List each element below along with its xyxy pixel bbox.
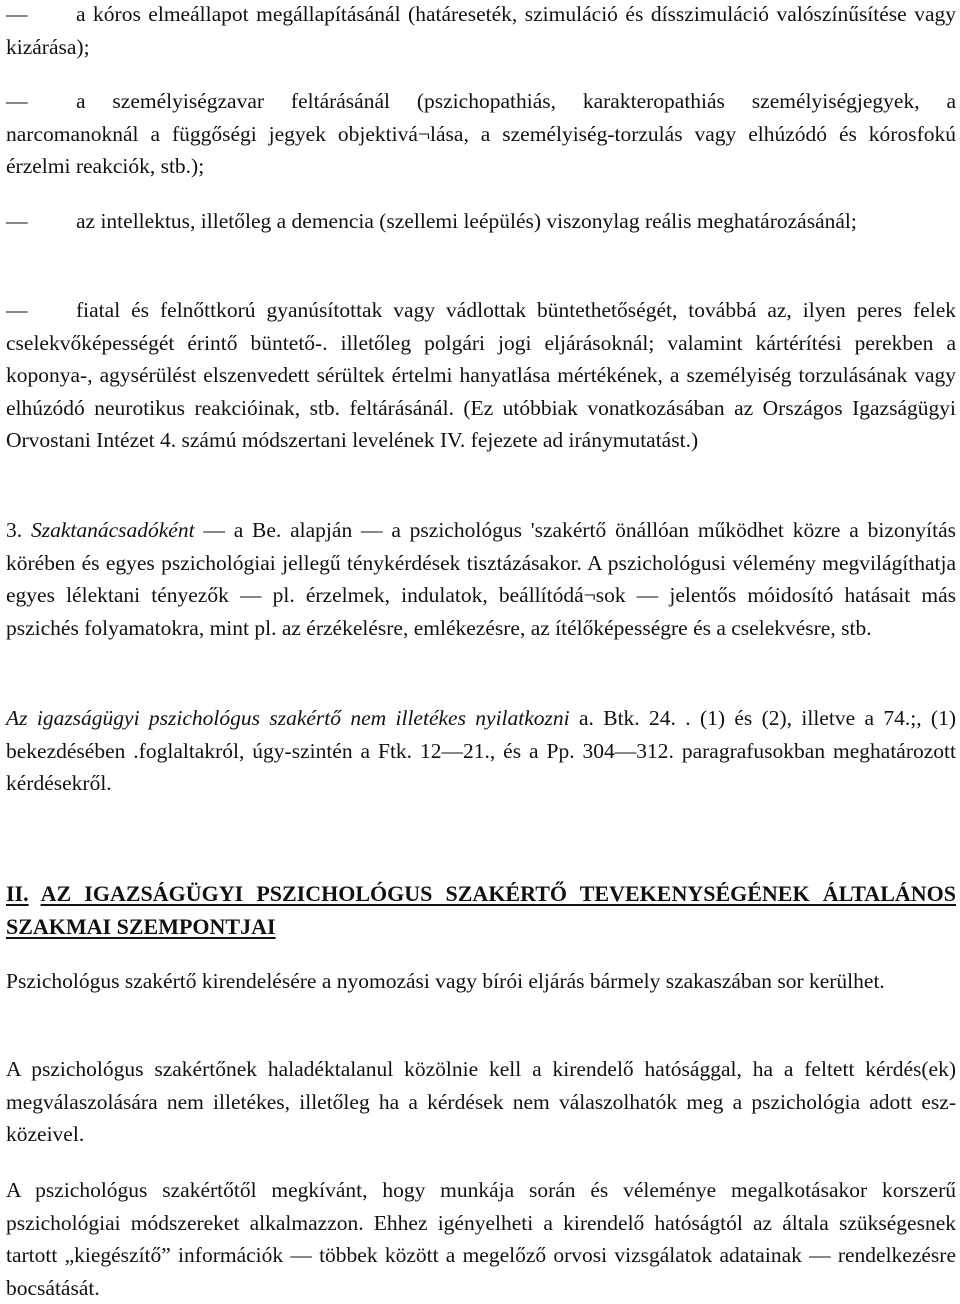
- section-3-paragraph: [6, 514, 956, 644]
- heading-number: II.: [6, 881, 29, 906]
- bullet-text: a személyiségzavar feltárásánál (pszichopathiás, karakteropathiás személyiségjegyek, a narcomanoknál a függőségi jegyek objektivá¬lása, a személyiség-torzulás vagy elhúzódó és kórosfokú érzelmi reakciók, stb.);: [6, 89, 956, 178]
- section-number: 3.: [6, 518, 23, 542]
- heading-text: AZ IGAZSÁGÜGYI PSZICHOLÓGUS SZAKÉRTŐ TEVEKENYSÉGÉNEK ÁLTALÁNOS SZAKMAI SZEMPONTJAI: [6, 881, 956, 939]
- dash-marker: —: [6, 89, 28, 113]
- bullet-text: fiatal és felnőttkorú gyanúsítottak vagy vádlottak büntethetőségét, továbbá az, ilyen peres felek cselekvőképességét érintő büntető-. illetőleg polgári jogi eljárásoknál; valamint kártérítési perekben a koponya-, agysérülést elszenvedett sérültek értelmi hanyatlása mértékének, a személyiség torzulásának vagy elhúzódó neurotikus reakcióinak, stb. feltárásánál. (Ez utóbbiak vonatkozásában az Országos Igazságügyi Orvostani Intézet 4. számú módszertani levelének IV. fejezete ad iránymutatást.): [6, 298, 956, 452]
- body-paragraph: A pszichológus szakértőtől megkívánt, hogy munkája során és véleménye megalkotásakor korszerű pszichológiai módszereket alkalmazzon. Ehhez igényelheti a kirendelő hatóságtól az általa szükségesnek tartott „kiegészítő” információk — többek között a megelőző orvosi vizsgálatok adatainak — rendelkezésre bocsátását.: [6, 1178, 956, 1300]
- italic-paragraph: [6, 702, 956, 800]
- bullet-text: a kóros elmeállapot megállapításánál (határeseték, szimuláció és dísszimuláció valószínűsítése vagy kizárása);: [6, 2, 956, 59]
- dash-marker: —: [6, 209, 28, 233]
- dash-marker: —: [6, 298, 28, 322]
- italic-lead: Az igazságügyi pszichológus szakértő nem illetékes nyilatkozni: [6, 706, 570, 730]
- bullet-item: [6, 294, 956, 457]
- bullet-text: az intellektus, illetőleg a demencia (szellemi leépülés) viszonylag reális meghatározásánál;: [76, 209, 857, 233]
- body-paragraph: A pszichológus szakértőnek haladéktalanul közölnie kell a kirendelő hatósággal, ha a feltett kérdés(ek) megválaszolására nem illetékes, illetőleg ha a kérdések nem válaszolhatók meg a pszichológia adott esz-közeivel.: [6, 1057, 956, 1146]
- dash-marker: —: [6, 2, 28, 26]
- body-paragraph: Pszichológus szakértő kirendelésére a nyomozási vagy bírói eljárás bármely szakaszában sor kerülhet.: [6, 969, 885, 993]
- italic-paragraph-text: a. Btk. 24. . (1) és (2), illetve a 74.;, (1) bekezdésében .foglaltakról, úgy-szintén a Ftk. 12—21., és a Pp. 304—312. paragrafusokban meghatározott kérdésekről.: [6, 706, 956, 795]
- bullet-item: [6, 205, 956, 238]
- bullet-item: [6, 0, 956, 63]
- bullet-item: [6, 85, 956, 183]
- section-text: — a Be. alapján — a pszichológus 'szakértő önállóan működhet közre a bizonyítás körében és egyes pszichológiai jellegű ténykérdések tisztázásakor. A pszichológusi vélemény megvilágíthatja egyes lélektani tényezők — pl. érzelmek, indulatok, beállítódá¬sok — jelentős móidosító hatásait más pszichés folyamatokra, mint pl. az érzékelésre, emlékezésre, az ítélőképességre és a cselekvésre, stb.: [6, 518, 957, 640]
- section-heading: [6, 877, 956, 943]
- italic-term: Szaktanácsadóként: [30, 518, 195, 542]
